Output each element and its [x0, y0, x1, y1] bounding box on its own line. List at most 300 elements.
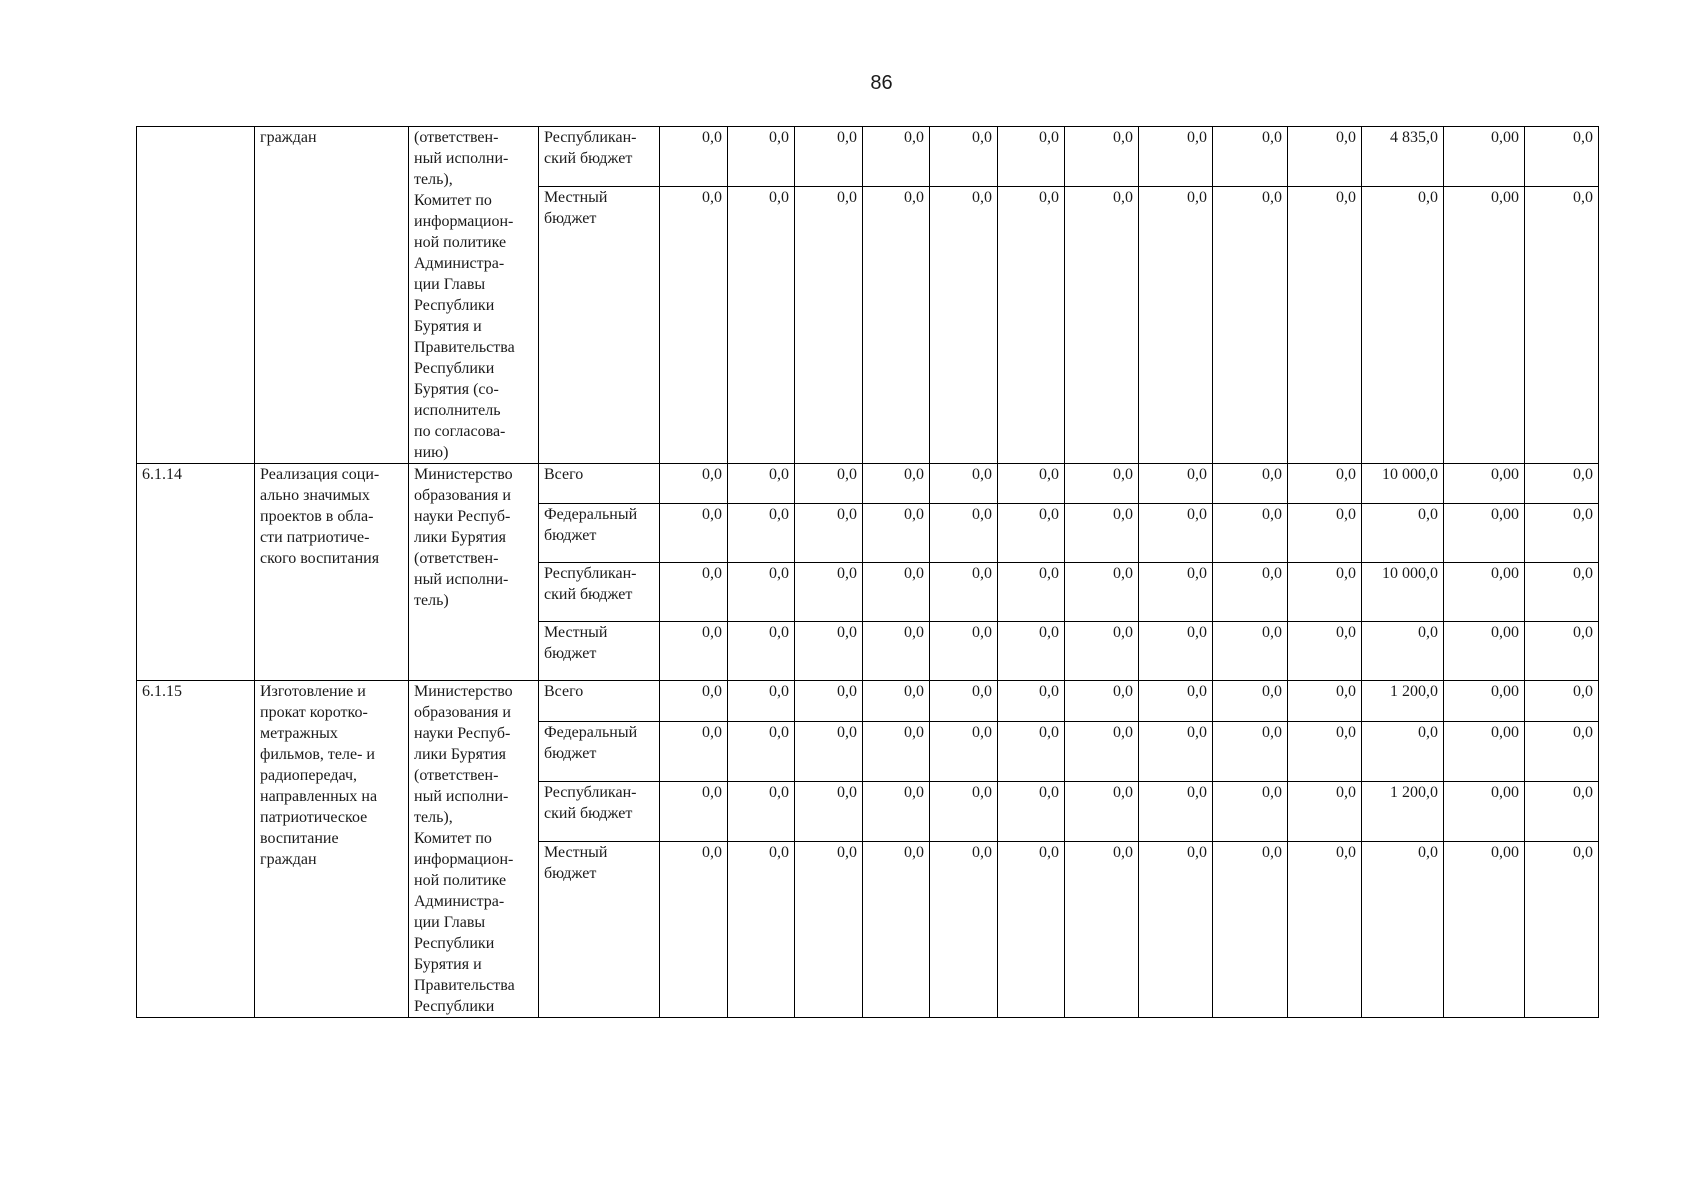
- amount-cell: [1213, 842, 1288, 1018]
- amount-cell: [1362, 464, 1444, 504]
- amount-cell-text: 0,00: [1491, 466, 1519, 483]
- amount-cell-text: 0,0: [972, 784, 992, 802]
- amount-cell: [1525, 842, 1599, 1018]
- amount-cell-text: 0,0: [1573, 624, 1593, 641]
- amount-cell-text: 0,0: [769, 189, 789, 207]
- amount-cell-text: 0,0: [1336, 624, 1356, 641]
- amount-cell: [660, 127, 728, 187]
- amount-cell-text: 0,0: [972, 129, 992, 146]
- amount-cell-text: 1 200,0: [1390, 784, 1438, 802]
- amount-cell: [1362, 721, 1444, 781]
- amount-cell-text: 0,0: [1262, 189, 1282, 207]
- amount-cell-text: 0,0: [837, 565, 857, 582]
- amount-cell-text: 0,0: [972, 683, 992, 700]
- amount-cell-text: 0,0: [1336, 683, 1356, 700]
- amount-cell: [863, 842, 930, 1018]
- amount-cell-text: 0,0: [769, 466, 789, 483]
- amount-cell-text: 0,0: [702, 683, 722, 700]
- amount-cell-text: 0,0: [1418, 189, 1438, 207]
- amount-cell-text: 0,0: [702, 784, 722, 802]
- amount-cell-text: 0,0: [1336, 565, 1356, 582]
- amount-cell-text: 0,0: [1187, 129, 1207, 146]
- amount-cell: [930, 187, 998, 464]
- amount-cell-text: 0,0: [702, 624, 722, 641]
- amount-cell-text: 0,0: [1262, 723, 1282, 741]
- amount-cell: [1362, 842, 1444, 1018]
- amount-cell: [1139, 721, 1213, 781]
- amount-cell: [728, 563, 795, 622]
- amount-cell-text: 0,0: [1262, 466, 1282, 483]
- amount-cell: [660, 842, 728, 1018]
- amount-cell-text: 0,00: [1491, 784, 1519, 802]
- amount-cell: [1525, 681, 1599, 722]
- funding-source-cell-text: Федеральный бюджет: [544, 506, 638, 544]
- amount-cell: [1288, 782, 1362, 842]
- amount-cell-text: 0,0: [1113, 723, 1133, 741]
- amount-cell: [1139, 504, 1213, 563]
- amount-cell-text: 0,0: [1187, 466, 1207, 483]
- amount-cell: [1444, 782, 1525, 842]
- amount-cell: [930, 127, 998, 187]
- amount-cell: [863, 681, 930, 722]
- amount-cell-text: 0,00: [1491, 844, 1519, 862]
- funding-source-cell-text: Республикан- ский бюджет: [544, 129, 637, 167]
- amount-cell: [863, 504, 930, 563]
- amount-cell: [728, 622, 795, 681]
- funding-source-cell: [539, 622, 660, 681]
- amount-cell-text: 1 200,0: [1390, 683, 1438, 700]
- amount-cell: [930, 504, 998, 563]
- amount-cell-text: 0,0: [972, 466, 992, 483]
- funding-source-cell-text: Республикан- ский бюджет: [544, 784, 637, 823]
- amount-cell-text: 0,0: [904, 466, 924, 483]
- amount-cell-text: 0,0: [1262, 844, 1282, 862]
- amount-cell-text: 0,0: [1113, 683, 1133, 700]
- amount-cell: [660, 622, 728, 681]
- amount-cell-text: 0,0: [702, 506, 722, 523]
- amount-cell: [930, 842, 998, 1018]
- measure-name-cell: [255, 127, 409, 464]
- amount-cell: [660, 464, 728, 504]
- amount-cell-text: 0,0: [837, 683, 857, 700]
- amount-cell: [795, 842, 863, 1018]
- amount-cell-text: 0,0: [1039, 784, 1059, 802]
- amount-cell-text: 0,0: [904, 506, 924, 523]
- amount-cell-text: 0,0: [702, 565, 722, 582]
- amount-cell: [795, 127, 863, 187]
- amount-cell: [998, 681, 1065, 722]
- amount-cell-text: 0,0: [1336, 506, 1356, 523]
- amount-cell: [795, 622, 863, 681]
- amount-cell: [1444, 504, 1525, 563]
- amount-cell-text: 0,0: [1573, 565, 1593, 582]
- amount-cell: [1444, 563, 1525, 622]
- amount-cell: [1288, 127, 1362, 187]
- amount-cell: [863, 782, 930, 842]
- amount-cell: [998, 187, 1065, 464]
- amount-cell-text: 0,0: [1336, 189, 1356, 207]
- amount-cell-text: 0,0: [837, 466, 857, 483]
- amount-cell-text: 0,0: [1039, 624, 1059, 641]
- amount-cell-text: 0,0: [972, 624, 992, 641]
- amount-cell: [863, 721, 930, 781]
- amount-cell: [1525, 504, 1599, 563]
- amount-cell-text: 0,0: [904, 723, 924, 741]
- amount-cell: [795, 187, 863, 464]
- executor-cell: [409, 681, 539, 1018]
- amount-cell: [728, 187, 795, 464]
- amount-cell: [1525, 127, 1599, 187]
- amount-cell: [998, 127, 1065, 187]
- amount-cell-text: 0,0: [702, 723, 722, 741]
- amount-cell-text: 0,0: [1039, 129, 1059, 146]
- amount-cell-text: 0,0: [769, 565, 789, 582]
- amount-cell: [1288, 681, 1362, 722]
- amount-cell-text: 0,0: [769, 683, 789, 700]
- amount-cell-text: 0,0: [1262, 506, 1282, 523]
- amount-cell: [728, 681, 795, 722]
- amount-cell: [1288, 721, 1362, 781]
- amount-cell: [1065, 464, 1139, 504]
- measure-code-cell-text: 6.1.15: [142, 683, 182, 700]
- amount-cell-text: 0,0: [1262, 784, 1282, 802]
- amount-cell: [1362, 504, 1444, 563]
- amount-cell-text: 0,0: [1573, 466, 1593, 483]
- amount-cell-text: 0,0: [1039, 565, 1059, 582]
- amount-cell-text: 0,0: [837, 784, 857, 802]
- amount-cell: [1213, 464, 1288, 504]
- amount-cell-text: 0,0: [1262, 624, 1282, 641]
- funding-source-cell-text: Республикан- ский бюджет: [544, 565, 637, 603]
- amount-cell: [728, 504, 795, 563]
- funding-source-cell-text: Местный бюджет: [544, 844, 608, 883]
- amount-cell: [930, 563, 998, 622]
- amount-cell: [1065, 681, 1139, 722]
- amount-cell-text: 0,0: [1113, 844, 1133, 862]
- amount-cell: [1362, 127, 1444, 187]
- amount-cell-text: 10 000,0: [1382, 466, 1438, 483]
- amount-cell-text: 0,0: [1113, 624, 1133, 641]
- amount-cell-text: 0,0: [1336, 466, 1356, 483]
- funding-source-cell: [539, 721, 660, 781]
- amount-cell-text: 4 835,0: [1390, 129, 1438, 146]
- amount-cell: [728, 721, 795, 781]
- amount-cell: [1525, 721, 1599, 781]
- amount-cell-text: 0,0: [1187, 844, 1207, 862]
- measure-code-cell: [137, 127, 255, 464]
- amount-cell: [660, 563, 728, 622]
- amount-cell-text: 0,0: [1113, 506, 1133, 523]
- amount-cell-text: 0,00: [1491, 683, 1519, 700]
- amount-cell-text: 0,0: [837, 506, 857, 523]
- amount-cell-text: 0,0: [1336, 723, 1356, 741]
- amount-cell: [795, 504, 863, 563]
- amount-cell: [728, 127, 795, 187]
- amount-cell-text: 0,0: [1573, 844, 1593, 862]
- amount-cell: [1213, 187, 1288, 464]
- amount-cell-text: 0,0: [1262, 565, 1282, 582]
- amount-cell-text: 0,00: [1491, 506, 1519, 523]
- amount-cell-text: 0,00: [1491, 565, 1519, 582]
- amount-cell-text: 0,0: [1113, 784, 1133, 802]
- amount-cell-text: 0,0: [1573, 129, 1593, 146]
- amount-cell-text: 0,0: [769, 723, 789, 741]
- amount-cell: [930, 681, 998, 722]
- amount-cell: [1525, 464, 1599, 504]
- amount-cell: [1065, 127, 1139, 187]
- amount-cell-text: 0,0: [702, 129, 722, 146]
- amount-cell: [1139, 681, 1213, 722]
- amount-cell-text: 0,0: [1336, 129, 1356, 146]
- amount-cell: [1139, 563, 1213, 622]
- amount-cell-text: 0,0: [1039, 683, 1059, 700]
- amount-cell-text: 0,0: [1418, 723, 1438, 741]
- amount-cell-text: 0,0: [1573, 723, 1593, 741]
- amount-cell: [1444, 622, 1525, 681]
- amount-cell-text: 0,0: [1573, 189, 1593, 207]
- amount-cell: [998, 563, 1065, 622]
- executor-cell-text: Министерство образования и науки Респуб- лики Бурятия (ответствен- ный исполни- тель): [414, 466, 513, 609]
- page-number: 86: [870, 72, 893, 94]
- amount-cell-text: 0,0: [904, 624, 924, 641]
- amount-cell-text: 0,0: [904, 565, 924, 582]
- amount-cell-text: 0,0: [1187, 506, 1207, 523]
- amount-cell: [1065, 782, 1139, 842]
- amount-cell-text: 0,00: [1491, 189, 1519, 207]
- amount-cell: [1065, 187, 1139, 464]
- amount-cell: [863, 464, 930, 504]
- amount-cell: [1444, 464, 1525, 504]
- amount-cell: [930, 622, 998, 681]
- funding-source-cell: [539, 681, 660, 722]
- amount-cell: [1139, 842, 1213, 1018]
- amount-cell: [998, 622, 1065, 681]
- amount-cell-text: 0,0: [904, 129, 924, 146]
- amount-cell-text: 0,0: [1039, 723, 1059, 741]
- amount-cell: [1139, 127, 1213, 187]
- amount-cell-text: 0,0: [1336, 784, 1356, 802]
- amount-cell: [1139, 782, 1213, 842]
- table-row: [137, 464, 1599, 504]
- amount-cell: [1362, 187, 1444, 464]
- amount-cell: [795, 782, 863, 842]
- amount-cell-text: 0,0: [1113, 129, 1133, 146]
- amount-cell: [660, 681, 728, 722]
- amount-cell-text: 0,0: [972, 844, 992, 862]
- amount-cell: [863, 187, 930, 464]
- table-row: [137, 127, 1599, 187]
- amount-cell-text: 0,0: [1187, 624, 1207, 641]
- measure-code-cell: [137, 681, 255, 1018]
- amount-cell: [728, 842, 795, 1018]
- amount-cell-text: 0,00: [1491, 129, 1519, 146]
- executor-cell-text: (ответствен- ный исполни- тель), Комитет по информацион- ной политике Администра- ции Главы Республики Бурятия и Правительства Республики Бурятия (со- исполнитель по согласова- нию): [414, 129, 515, 461]
- amount-cell: [1362, 681, 1444, 722]
- amount-cell-text: 0,0: [702, 466, 722, 483]
- amount-cell-text: 0,0: [1187, 565, 1207, 582]
- amount-cell: [1444, 721, 1525, 781]
- funding-source-cell: [539, 504, 660, 563]
- amount-cell: [660, 721, 728, 781]
- amount-cell: [998, 842, 1065, 1018]
- amount-cell: [863, 127, 930, 187]
- amount-cell-text: 0,0: [1039, 844, 1059, 862]
- amount-cell-text: 0,0: [1418, 624, 1438, 641]
- amount-cell: [1139, 622, 1213, 681]
- amount-cell: [998, 721, 1065, 781]
- amount-cell: [1362, 782, 1444, 842]
- amount-cell: [863, 622, 930, 681]
- amount-cell-text: 0,0: [904, 683, 924, 700]
- amount-cell-text: 0,0: [1187, 784, 1207, 802]
- funding-source-cell: [539, 127, 660, 187]
- amount-cell: [1444, 127, 1525, 187]
- table-row: [137, 681, 1599, 722]
- amount-cell: [1213, 563, 1288, 622]
- funding-source-cell: [539, 782, 660, 842]
- amount-cell: [1139, 464, 1213, 504]
- funding-source-cell-text: Местный бюджет: [544, 624, 608, 662]
- amount-cell-text: 0,0: [837, 844, 857, 862]
- amount-cell-text: 0,0: [1187, 189, 1207, 207]
- amount-cell: [728, 464, 795, 504]
- amount-cell: [998, 504, 1065, 563]
- amount-cell: [1065, 563, 1139, 622]
- executor-cell: [409, 127, 539, 464]
- funding-source-cell-text: Местный бюджет: [544, 189, 608, 228]
- amount-cell-text: 0,00: [1491, 624, 1519, 641]
- amount-cell: [1213, 622, 1288, 681]
- amount-cell-text: 0,0: [837, 189, 857, 207]
- amount-cell-text: 0,0: [1039, 189, 1059, 207]
- amount-cell-text: 0,0: [904, 784, 924, 802]
- funding-source-cell-text: Федеральный бюджет: [544, 723, 638, 762]
- amount-cell-text: 0,0: [904, 844, 924, 862]
- funding-source-cell-text: Всего: [544, 683, 584, 700]
- amount-cell-text: 0,0: [1418, 844, 1438, 862]
- amount-cell-text: 0,0: [1262, 129, 1282, 146]
- amount-cell: [1444, 681, 1525, 722]
- funding-source-cell: [539, 842, 660, 1018]
- amount-cell-text: 0,0: [972, 723, 992, 741]
- amount-cell-text: 0,0: [972, 565, 992, 582]
- amount-cell: [1444, 842, 1525, 1018]
- measure-code-cell-text: 6.1.14: [142, 466, 182, 483]
- amount-cell: [1362, 622, 1444, 681]
- amount-cell: [1288, 187, 1362, 464]
- amount-cell-text: 10 000,0: [1382, 565, 1438, 582]
- amount-cell: [660, 187, 728, 464]
- amount-cell: [1213, 681, 1288, 722]
- amount-cell-text: 0,0: [702, 844, 722, 862]
- amount-cell: [1288, 563, 1362, 622]
- amount-cell: [1444, 187, 1525, 464]
- amount-cell: [1288, 464, 1362, 504]
- funding-source-cell: [539, 563, 660, 622]
- amount-cell-text: 0,0: [972, 189, 992, 207]
- funding-source-cell-text: Всего: [544, 466, 584, 483]
- amount-cell: [1288, 622, 1362, 681]
- amount-cell-text: 0,0: [1039, 506, 1059, 523]
- measure-name-cell-text: Реализация соци- ально значимых проектов в обла- сти патриотиче- ского воспитания: [260, 466, 380, 567]
- amount-cell-text: 0,0: [769, 506, 789, 523]
- amount-cell: [930, 721, 998, 781]
- amount-cell-text: 0,0: [837, 723, 857, 741]
- amount-cell: [660, 782, 728, 842]
- amount-cell-text: 0,0: [769, 624, 789, 641]
- amount-cell: [1065, 622, 1139, 681]
- measure-name-cell-text: Изготовление и прокат коротко- метражных фильмов, теле- и радиопередач, направленных на патриотическое воспитание граждан: [260, 683, 378, 868]
- amount-cell-text: 0,0: [1187, 683, 1207, 700]
- amount-cell: [660, 504, 728, 563]
- amount-cell-text: 0,0: [1336, 844, 1356, 862]
- amount-cell: [930, 782, 998, 842]
- amount-cell: [1525, 622, 1599, 681]
- amount-cell-text: 0,0: [837, 129, 857, 146]
- amount-cell: [930, 464, 998, 504]
- amount-cell: [1362, 563, 1444, 622]
- amount-cell: [728, 782, 795, 842]
- amount-cell: [795, 681, 863, 722]
- executor-cell: [409, 464, 539, 681]
- amount-cell: [1213, 782, 1288, 842]
- amount-cell-text: 0,0: [1573, 506, 1593, 523]
- executor-cell-text: Министерство образования и науки Респуб- лики Бурятия (ответствен- ный исполни- тель), Комитет по информацион- ной политике Администра- ции Главы Республики Бурятия и Правительства Республики: [414, 683, 515, 1015]
- amount-cell-text: 0,0: [1573, 683, 1593, 700]
- amount-cell: [1213, 721, 1288, 781]
- amount-cell: [1065, 842, 1139, 1018]
- amount-cell: [1288, 504, 1362, 563]
- amount-cell: [795, 721, 863, 781]
- measure-name-cell: [255, 464, 409, 681]
- amount-cell: [1213, 504, 1288, 563]
- amount-cell: [1065, 721, 1139, 781]
- amount-cell-text: 0,0: [702, 189, 722, 207]
- measure-name-cell: [255, 681, 409, 1018]
- measure-name-cell-text: граждан: [260, 129, 317, 146]
- measure-code-cell: [137, 464, 255, 681]
- amount-cell: [1139, 187, 1213, 464]
- amount-cell-text: 0,0: [972, 506, 992, 523]
- amount-cell: [998, 464, 1065, 504]
- amount-cell-text: 0,0: [1187, 723, 1207, 741]
- amount-cell: [1288, 842, 1362, 1018]
- amount-cell-text: 0,0: [1573, 784, 1593, 802]
- amount-cell-text: 0,0: [1113, 466, 1133, 483]
- amount-cell: [1525, 187, 1599, 464]
- amount-cell: [795, 563, 863, 622]
- amount-cell-text: 0,0: [1039, 466, 1059, 483]
- amount-cell-text: 0,0: [769, 784, 789, 802]
- amount-cell: [1213, 127, 1288, 187]
- amount-cell: [863, 563, 930, 622]
- amount-cell: [1525, 782, 1599, 842]
- amount-cell-text: 0,00: [1491, 723, 1519, 741]
- amount-cell-text: 0,0: [1113, 565, 1133, 582]
- amount-cell-text: 0,0: [837, 624, 857, 641]
- amount-cell-text: 0,0: [1418, 506, 1438, 523]
- budget-table: [136, 126, 1599, 1018]
- funding-source-cell: [539, 187, 660, 464]
- amount-cell-text: 0,0: [904, 189, 924, 207]
- amount-cell-text: 0,0: [1113, 189, 1133, 207]
- amount-cell: [998, 782, 1065, 842]
- funding-source-cell: [539, 464, 660, 504]
- amount-cell: [1525, 563, 1599, 622]
- amount-cell-text: 0,0: [769, 844, 789, 862]
- amount-cell: [1065, 504, 1139, 563]
- amount-cell-text: 0,0: [769, 129, 789, 146]
